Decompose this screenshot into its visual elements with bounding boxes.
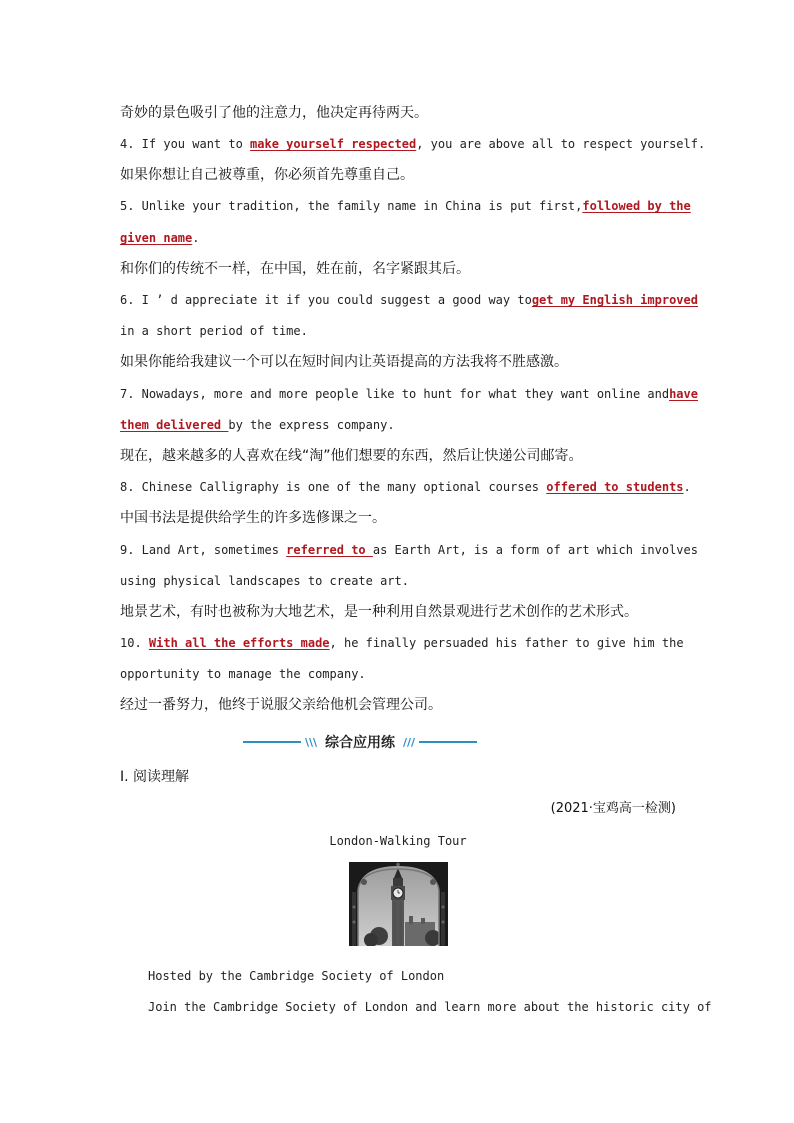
sentence-4: 4. If you want to make yourself respected, you are above all to respect yourself. bbox=[120, 137, 706, 151]
banner-rule-right bbox=[419, 741, 477, 743]
sentence-8-translation: 中国书法是提供给学生的许多选修课之一。 bbox=[120, 510, 386, 526]
answer-9: referred to bbox=[286, 543, 373, 557]
sentence-5-line2: given name. bbox=[120, 231, 200, 245]
answer-7b: them delivered bbox=[120, 418, 229, 432]
answer-6: get my English improved bbox=[531, 293, 698, 307]
section-banner bbox=[160, 732, 560, 752]
sentence-6-translation: 如果你能给我建议一个可以在短时间内让英语提高的方法我将不胜感激。 bbox=[120, 354, 568, 370]
sentence-7: 7. Nowadays, more and more people like to hunt for what they want online and have bbox=[120, 387, 698, 401]
sentence-5: 5. Unlike your tradition, the family name in China is put first, followed by the bbox=[120, 199, 691, 213]
sentence-10-translation: 经过一番努力，他终于说服父亲给他机会管理公司。 bbox=[120, 697, 442, 713]
sentence-5-translation: 和你们的传统不一样，在中国，姓在前，名字紧跟其后。 bbox=[120, 261, 470, 277]
sentence-9-translation: 地景艺术，有时也被称为大地艺术，是一种利用自然景观进行艺术创作的艺术形式。 bbox=[120, 604, 638, 620]
big-ben-photo bbox=[349, 862, 448, 946]
banner-slashes-left: \\\ bbox=[304, 735, 317, 749]
answer-5a: followed by the bbox=[582, 199, 691, 213]
section-title: 综合应用练 bbox=[325, 735, 395, 751]
sentence-3-translation: 奇妙的景色吸引了他的注意力，他决定再待两天。 bbox=[120, 105, 428, 121]
reading-heading: Ⅰ. 阅读理解 bbox=[120, 769, 190, 785]
sentence-7-translation: 现在，越来越多的人喜欢在线“淘”他们想要的东西，然后让快递公司邮寄。 bbox=[120, 448, 583, 464]
answer-4: make yourself respected bbox=[250, 137, 417, 151]
answer-5b: given name bbox=[120, 231, 193, 245]
reading-source: (2021·宝鸡高一检测) bbox=[550, 801, 676, 816]
big-ben-illustration bbox=[349, 862, 448, 946]
banner-slashes-right: /// bbox=[403, 735, 416, 749]
sentence-6-line2: in a short period of time. bbox=[120, 324, 308, 338]
sentence-9-line2: using physical landscapes to create art. bbox=[120, 574, 409, 588]
sentence-6: 6. I ’ d appreciate it if you could suggest a good way to get my English improved bbox=[120, 293, 698, 307]
reading-title: London-Walking Tour bbox=[329, 834, 467, 848]
sentence-9: 9. Land Art, sometimes referred to as Earth Art, is a form of art which involves bbox=[120, 543, 698, 557]
answer-7a: have bbox=[669, 387, 698, 401]
sentence-10: 10. With all the efforts made, he finally persuaded his father to give him the bbox=[120, 636, 684, 650]
reading-paragraph-1: Hosted by the Cambridge Society of London bbox=[148, 969, 445, 983]
reading-paragraph-2: Join the Cambridge Society of London and learn more about the historic city of bbox=[148, 1000, 712, 1014]
sentence-7-line2: them delivered by the express company. bbox=[120, 418, 395, 432]
sentence-10-line2: opportunity to manage the company. bbox=[120, 667, 366, 681]
banner-rule-left bbox=[243, 741, 301, 743]
answer-10: With all the efforts made bbox=[148, 636, 330, 650]
sentence-8: 8. Chinese Calligraphy is one of the many optional courses offered to students. bbox=[120, 480, 691, 494]
answer-8: offered to students bbox=[546, 480, 684, 494]
sentence-4-translation: 如果你想让自己被尊重，你必须首先尊重自己。 bbox=[120, 167, 414, 183]
